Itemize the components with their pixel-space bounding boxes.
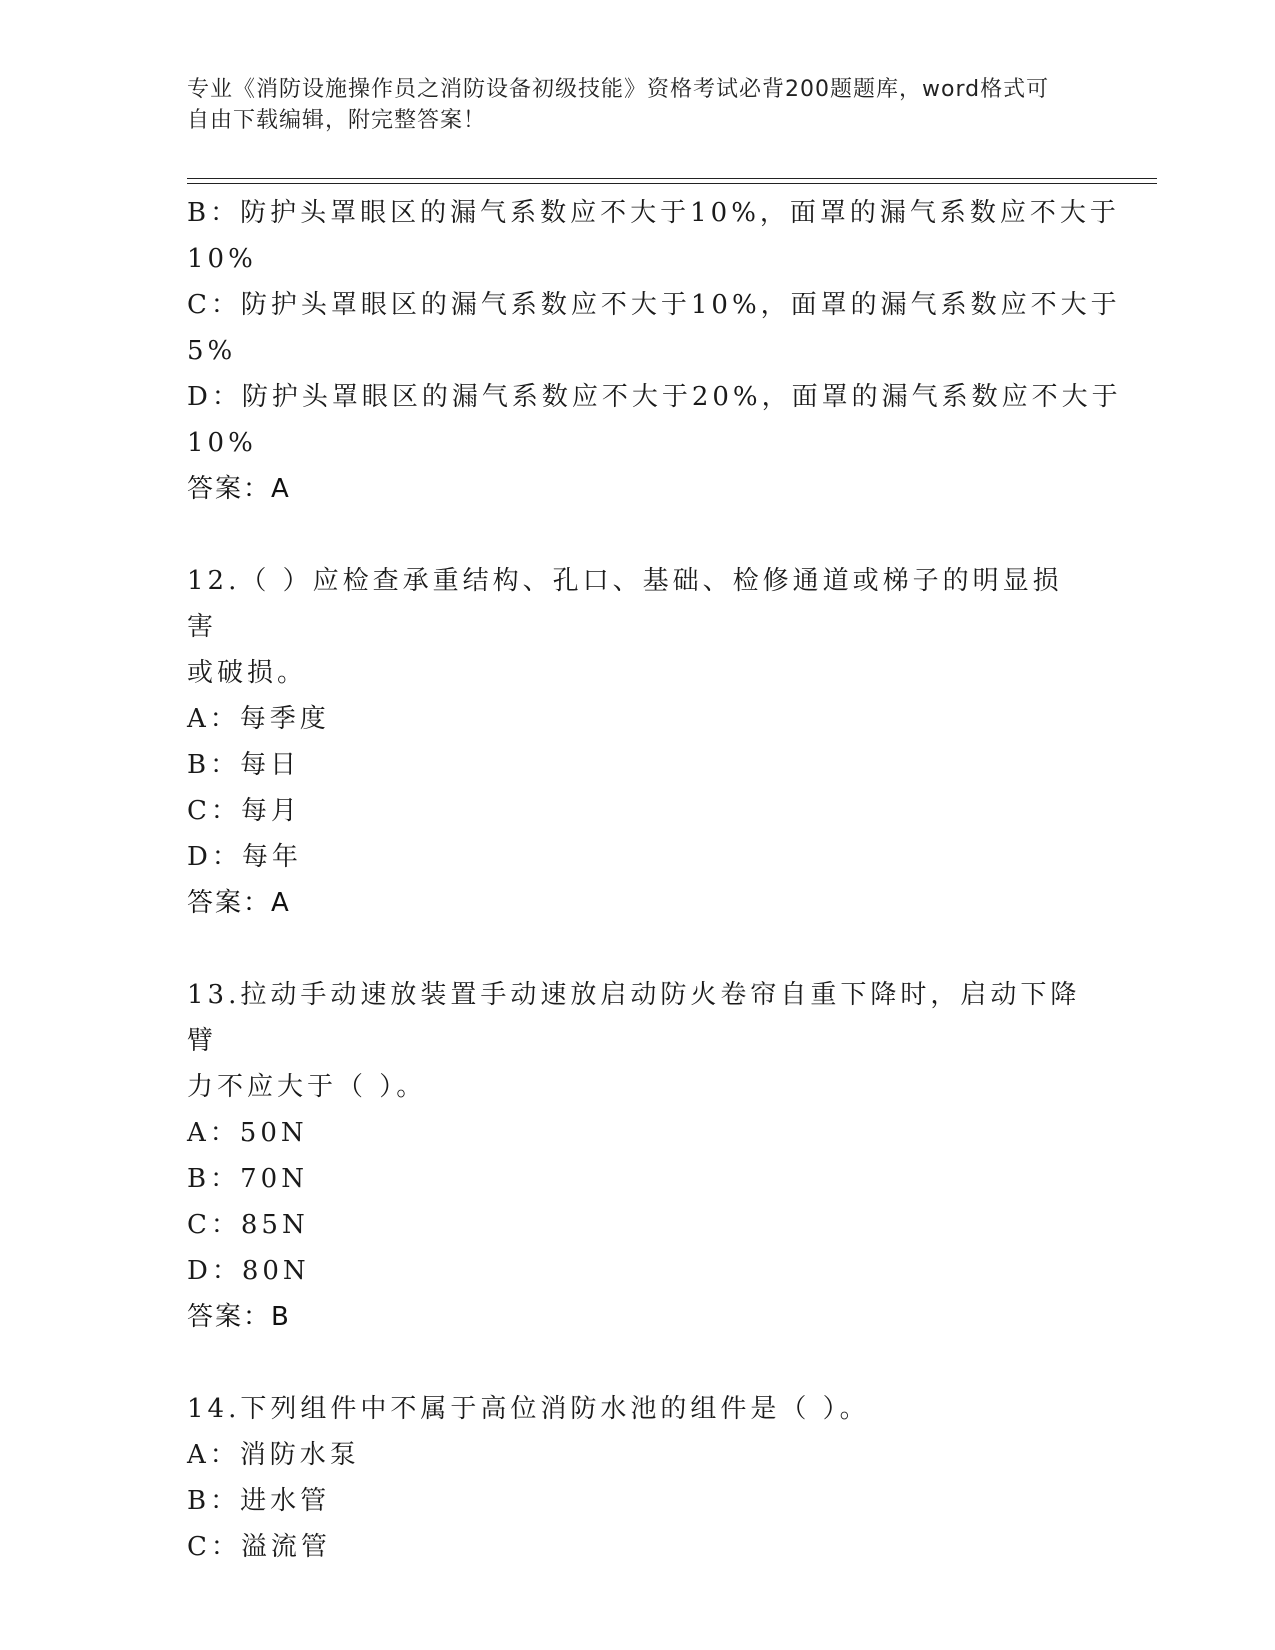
question-14 bbox=[187, 1386, 1087, 1570]
question-stem-continued: 力不应大于（ ）。 bbox=[187, 1072, 427, 1102]
document-header: 专业《消防设施操作员之消防设备初级技能》资格考试必背200题题库，word格式可自由下载编辑，附完整答案！ bbox=[187, 77, 1050, 133]
option-c: C：85N bbox=[187, 1210, 309, 1240]
header-divider-bottom bbox=[187, 183, 1157, 184]
question-stem: 14.下列组件中不属于高位消防水池的组件是（ ）。 bbox=[187, 1394, 870, 1424]
option-a: A：每季度 bbox=[187, 704, 330, 734]
option-d: D：防护头罩眼区的漏气系数应不大于20%，面罩的漏气系数应不大于 bbox=[187, 382, 1122, 412]
option-c: C：每月 bbox=[187, 796, 301, 826]
option-d: D：80N bbox=[187, 1256, 310, 1286]
question-13 bbox=[187, 972, 1087, 1340]
question-stem-continued: 或破损。 bbox=[187, 658, 308, 688]
option-b: B：进水管 bbox=[187, 1486, 331, 1516]
question-list bbox=[187, 190, 1122, 1570]
question-stem: 12.（ ）应检查承重结构、孔口、基础、检修通道或梯子的明显损害 bbox=[187, 566, 1063, 642]
option-b: B：每日 bbox=[187, 750, 301, 780]
question-stem: 13.拉动手动速放装置手动速放启动防火卷帘自重下降时，启动下降臂 bbox=[187, 980, 1081, 1056]
answer: 答案：A bbox=[187, 888, 291, 918]
option-d-continued: 10% bbox=[187, 428, 257, 458]
spacer bbox=[187, 926, 1087, 972]
option-b: B：70N bbox=[187, 1164, 308, 1194]
option-d: D：每年 bbox=[187, 842, 302, 872]
answer: 答案：A bbox=[187, 474, 291, 504]
question-12 bbox=[187, 558, 1087, 926]
spacer bbox=[187, 1340, 1087, 1386]
spacer bbox=[187, 512, 1087, 558]
option-c-continued: 5% bbox=[187, 336, 237, 366]
option-c: C：防护头罩眼区的漏气系数应不大于10%，面罩的漏气系数应不大于 bbox=[187, 290, 1121, 320]
question-11-continued bbox=[187, 190, 1122, 512]
option-b: B：防护头罩眼区的漏气系数应不大于10%，面罩的漏气系数应不大于 bbox=[187, 198, 1120, 228]
option-a: A：50N bbox=[187, 1118, 308, 1148]
option-c: C：溢流管 bbox=[187, 1532, 331, 1562]
option-a: A：消防水泵 bbox=[187, 1440, 360, 1470]
header-divider-top bbox=[187, 178, 1157, 179]
answer: 答案：B bbox=[187, 1302, 291, 1332]
option-b-continued: 10% bbox=[187, 244, 257, 274]
